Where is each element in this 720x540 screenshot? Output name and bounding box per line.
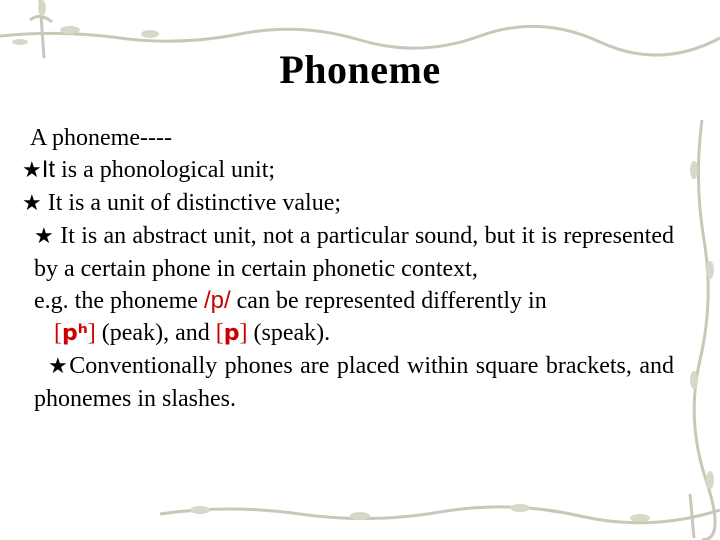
bracket-open: [ (215, 320, 224, 346)
bullet-conventions (22, 350, 674, 415)
bracket-close: ] (239, 320, 248, 346)
phone-aspirated-p: pʰ (62, 321, 88, 346)
example-line (22, 285, 674, 317)
allophone-line (22, 317, 674, 350)
definition-intro: A phoneme---- (30, 125, 172, 151)
bullet-text: It is an abstract unit, not a particular sound, but it is represented by a certain phone in certain phonetic context, (34, 223, 674, 282)
bullet-text: Conventionally phones are placed within square brackets, and phonemes in slashes. (34, 353, 674, 412)
slide-body (22, 122, 674, 415)
bullet-abstract-unit (22, 220, 674, 285)
phoneme-p: /p/ (203, 287, 231, 314)
bracket-close: ] (87, 320, 96, 346)
phone-unaspirated-p: p (223, 321, 240, 346)
bullet-distinctive-value (22, 187, 674, 220)
bullet-text: It is a unit of distinctive value; (41, 190, 342, 216)
slide-title: Phoneme (279, 47, 441, 92)
star-bullet-icon: ★ (34, 224, 54, 249)
bracket-open: [ (54, 320, 62, 346)
bullet-text: is a phonological unit; (55, 157, 276, 183)
allophone-text-peak: (peak), and (95, 320, 216, 346)
bullet-phonological-unit (22, 154, 674, 187)
vine-decoration-bottom (160, 490, 720, 540)
star-bullet-icon: ★ (22, 158, 42, 183)
star-bullet-icon: ★ (22, 191, 42, 216)
allophone-text-speak: (speak). (247, 320, 331, 346)
star-bullet-icon: ★ (48, 354, 70, 379)
example-text-post: can be represented differently in (230, 288, 547, 314)
vine-decoration-right (680, 120, 720, 540)
bullet-lead-word: It (41, 156, 56, 183)
example-text-pre: e.g. the phoneme (34, 288, 204, 314)
